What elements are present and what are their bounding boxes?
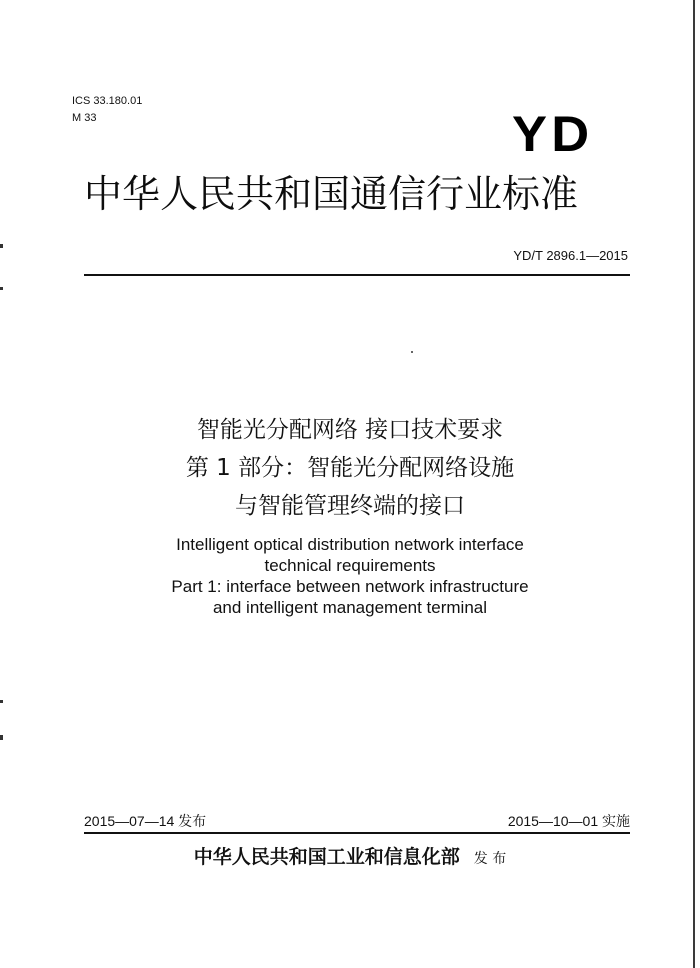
- english-title-line: Intelligent optical distribution network interface: [176, 535, 524, 554]
- chinese-title-line: 与智能管理终端的接口: [235, 493, 465, 519]
- classification-codes: [72, 93, 142, 127]
- scan-speck: [411, 351, 413, 353]
- standard-name: 中华人民共和国通信行业标准: [84, 172, 579, 216]
- header-rule: [84, 274, 630, 276]
- standard-number: YD/T 2896.1—2015: [513, 248, 628, 263]
- scan-mark: [0, 700, 3, 703]
- footer-rule: [84, 832, 630, 834]
- ics-code: ICS 33.180.01: [72, 95, 143, 107]
- chinese-title-line: 智能光分配网络 接口技术要求: [196, 417, 504, 443]
- publisher-org: 中华人民共和国工业和信息化部: [193, 846, 460, 868]
- publisher-line: [0, 843, 700, 873]
- english-title-line: and intelligent management terminal: [212, 598, 488, 617]
- chinese-title-line: 第 1 部分：智能光分配网络设施: [185, 455, 515, 481]
- english-title-line: technical requirements: [264, 556, 436, 575]
- english-title: [0, 534, 700, 618]
- scan-mark: [0, 735, 3, 740]
- chinese-title: [0, 411, 700, 525]
- ccs-code: M 33: [72, 112, 97, 124]
- implementation-date: 2015—10—01 实施: [507, 813, 630, 829]
- scan-mark: [0, 244, 3, 248]
- english-title-line: Part 1: interface between network infrastructure: [171, 577, 529, 596]
- publisher-action: 发 布: [473, 851, 507, 867]
- scan-mark: [0, 287, 3, 290]
- issue-date: 2015—07—14 发布: [84, 813, 207, 829]
- yd-logo: YD: [512, 106, 594, 162]
